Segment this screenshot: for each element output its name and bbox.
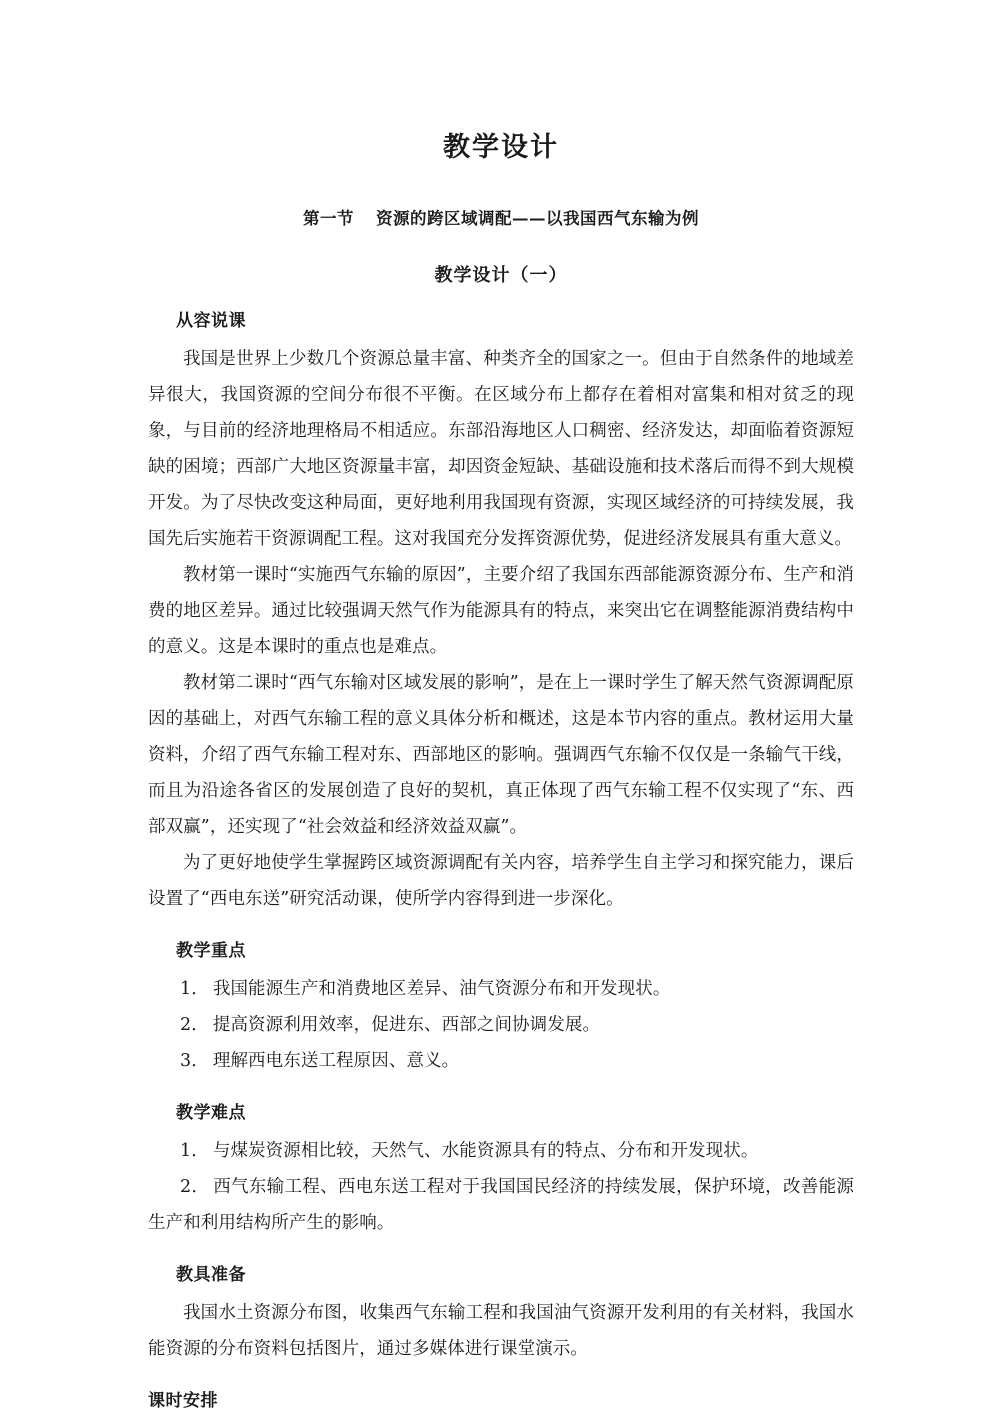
intro-paragraph-3: 教材第二课时“西气东输对区域发展的影响”，是在上一课时学生了解天然气资源调配原因的基础上，对西气东输工程的意义具体分析和概述，这是本节内容的重点。教材运用大量资料，介绍了西气东输工程对东、西部地区的影响。强调西气东输不仅仅是一条输气干线，而且为沿途各省区的发展创造了良好的契机，真正体现了西气东输工程不仅实现了“东、西部双赢”，还实现了“社会效益和经济效益双赢”。: [148, 673, 854, 838]
heading-key-points: 教学重点: [176, 941, 246, 962]
key-point-number-1: 1．: [180, 979, 209, 1000]
key-point-text-2: 提高资源利用效率，促进东、西部之间协调发展。: [212, 1015, 601, 1036]
difficult-point-item-2: [148, 1169, 854, 1241]
intro-paragraph-1: 我国是世界上少数几个资源总量丰富、种类齐全的国家之一。但由于自然条件的地域差异很大，我国资源的空间分布很不平衡。在区域分布上都存在着相对富集和相对贫乏的现象，与目前的经济地理格局不相适应。东部沿海地区人口稠密、经济发达，却面临着资源短缺的困境；西部广大地区资源量丰富，却因资金短缺、基础设施和技术落后而得不到大规模开发。为了尽快改变这种局面，更好地利用我国现有资源，实现区域经济的可持续发展，我国先后实施若干资源调配工程。这对我国充分发挥资源优势，促进经济发展具有重大意义。: [148, 349, 854, 550]
heading-intro: 从容说课: [176, 311, 246, 332]
heading-schedule: 课时安排: [148, 1391, 218, 1412]
section-heading: [148, 164, 854, 229]
document-title: 教学设计: [443, 132, 559, 163]
key-point-text-1: 我国能源生产和消费地区差异、油气资源分布和开发现状。: [212, 979, 671, 1000]
teaching-aids-paragraph: 我国水土资源分布图，收集西气东输工程和我国油气资源开发利用的有关材料，我国水能资源的分布资料包括图片，通过多媒体进行课堂演示。: [148, 1303, 854, 1360]
section-heading-text: 资源的跨区域调配——以我国西气东输为例: [376, 209, 699, 229]
difficult-point-number-2: 2．: [180, 1177, 210, 1198]
key-point-item-2: [148, 1007, 854, 1043]
heading-difficult-points: 教学难点: [176, 1103, 246, 1124]
document-content: [148, 0, 854, 1421]
heading-teaching-aids: 教具准备: [176, 1265, 246, 1286]
difficult-point-item-1: [148, 1133, 854, 1169]
key-point-number-2: 2．: [180, 1015, 209, 1036]
intro-paragraph-4: 为了更好地使学生掌握跨区域资源调配有关内容，培养学生自主学习和探究能力，课后设置了“西电东送”研究活动课，使所学内容得到进一步深化。: [148, 853, 854, 910]
key-point-item-3: [148, 1043, 854, 1079]
key-point-number-3: 3．: [180, 1051, 209, 1072]
difficult-point-number-1: 1．: [180, 1141, 209, 1162]
intro-paragraph-2: 教材第一课时“实施西气东输的原因”，主要介绍了我国东西部能源资源分布、生产和消费的地区差异。通过比较强调天然气作为能源具有的特点，来突出它在调整能源消费结构中的意义。这是本课时的重点也是难点。: [148, 565, 854, 658]
difficult-point-text-1: 与煤炭资源相比较，天然气、水能资源具有的特点、分布和开发现状。: [212, 1141, 759, 1162]
key-point-item-1: [148, 971, 854, 1007]
sub-title: 教学设计（一）: [434, 264, 568, 286]
difficult-point-text-2: 西气东输工程、西电东送工程对于我国国民经济的持续发展，保护环境，改善能源生产和利用结构所产生的影响。: [148, 1177, 854, 1234]
key-point-text-3: 理解西电东送工程原因、意义。: [212, 1051, 460, 1072]
section-number: 第一节: [303, 209, 354, 229]
